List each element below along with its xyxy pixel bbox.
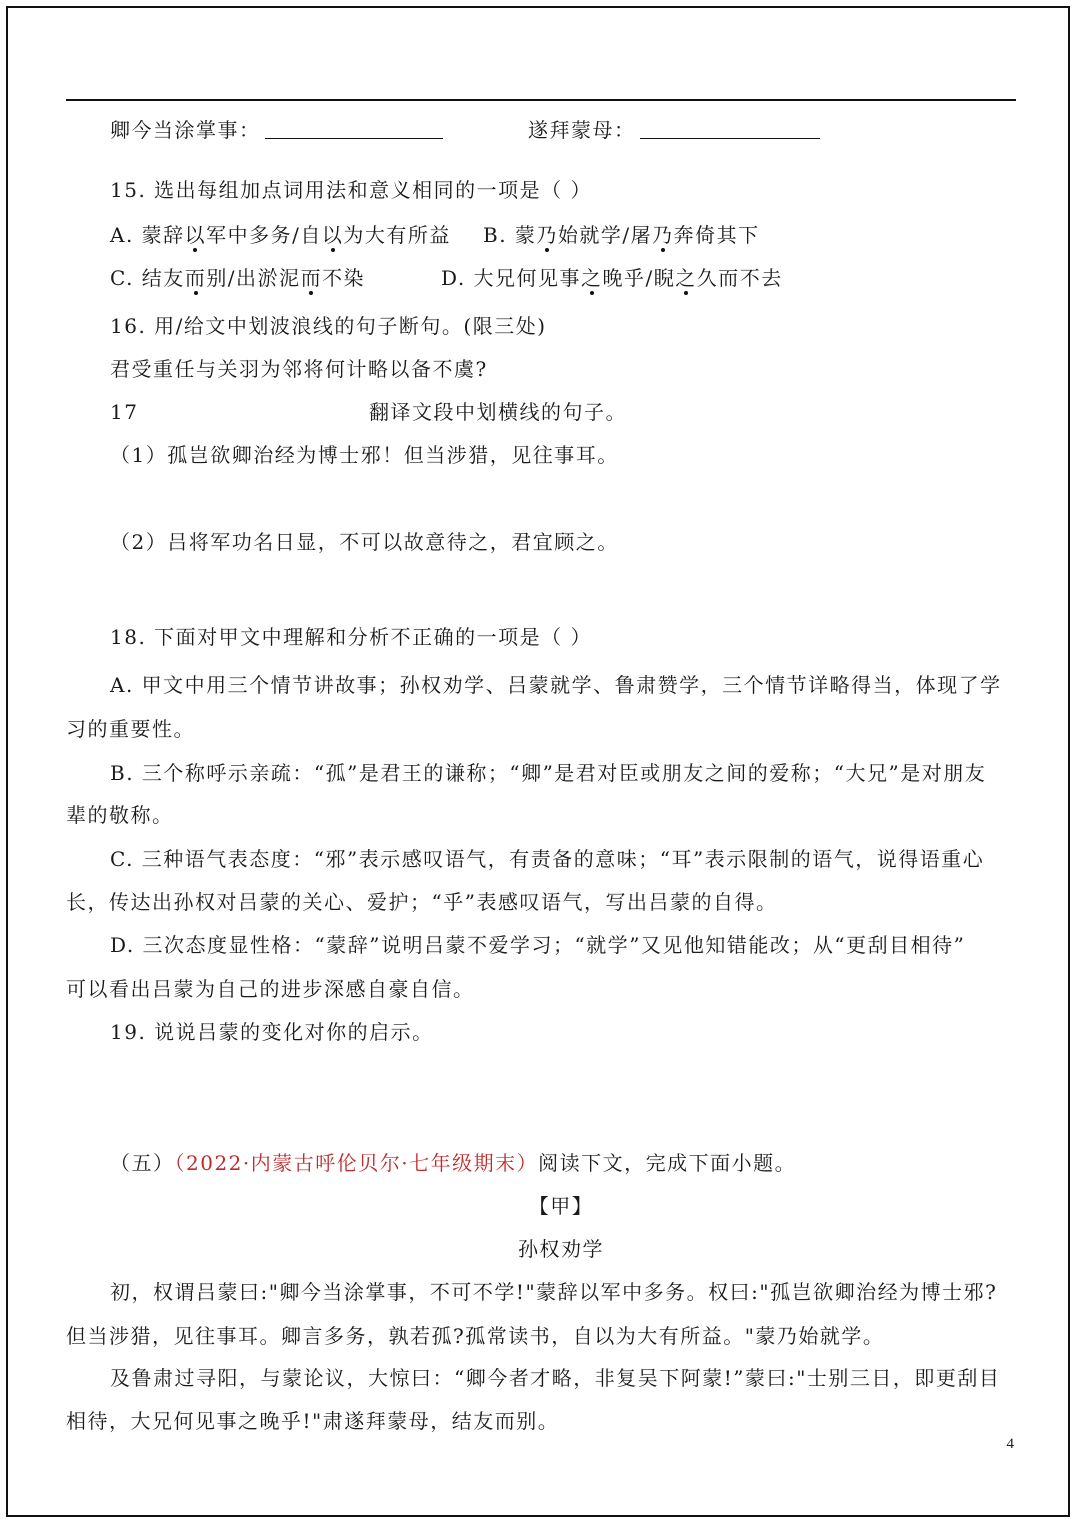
q15-option-c: C. 结友而别/出淤泥而不染 bbox=[110, 266, 366, 290]
section5-heading bbox=[110, 1149, 796, 1177]
passage-p1-line1: 初，权谓吕蒙曰:"卿今当涂掌事，不可不学!"蒙辞以军中多务。权曰:"孤岂欲卿治经为博士邪? bbox=[110, 1280, 998, 1304]
q16-sentence: 君受重任与关羽为邻将何计略以备不虞? bbox=[110, 357, 488, 381]
fill-line-right bbox=[528, 116, 820, 144]
section5-instruction: 阅读下文，完成下面小题。 bbox=[538, 1151, 797, 1175]
q15-option-b: B. 蒙乃始就学/屠乃奔倚其下 bbox=[483, 223, 760, 247]
q18-option-a-line1: A. 甲文中用三个情节讲故事；孙权劝学、吕蒙就学、鲁肃赞学，三个情节详略得当，体现了学 bbox=[110, 673, 1002, 697]
fill-label-left: 卿今当涂掌事： bbox=[110, 118, 261, 142]
q17-item-1: （1）孤岂欲卿治经为博士邪！但当涉猎，见往事耳。 bbox=[110, 443, 619, 467]
q19-stem: 19. 说说吕蒙的变化对你的启示。 bbox=[110, 1020, 434, 1044]
passage-p1-line2: 但当涉猎，见往事耳。卿言多务，孰若孤?孤常读书，自以为大有所益。"蒙乃始就学。 bbox=[66, 1324, 885, 1348]
answer-blank-right[interactable] bbox=[640, 120, 820, 139]
section5-part-label: 【甲】 bbox=[528, 1194, 594, 1218]
q18-option-b-line1: B. 三个称呼示亲疏：“孤”是君王的谦称；“卿”是君对臣或朋友之间的爱称；“大兄”是对朋友 bbox=[110, 761, 987, 785]
q18-option-d-line1: D. 三次态度显性格：“蒙辞”说明吕蒙不爱学习；“就学”又见他知错能改；从“更刮目相待” bbox=[110, 933, 966, 957]
section5-prefix: （五） bbox=[110, 1151, 175, 1175]
q18-option-c-line2: 长，传达出孙权对吕蒙的关心、爱护；“乎”表感叹语气，写出吕蒙的自得。 bbox=[66, 890, 778, 914]
passage-p2-line2: 相待，大兄何见事之晚乎!"肃遂拜蒙母，结友而别。 bbox=[66, 1409, 560, 1433]
fill-label-right: 遂拜蒙母： bbox=[528, 118, 636, 142]
q18-option-c-line1: C. 三种语气表态度：“邪”表示感叹语气，有责备的意味；“耳”表示限制的语气，说得语重心 bbox=[110, 847, 985, 871]
header-rule bbox=[66, 99, 1016, 101]
q15-option-a: A. 蒙辞以军中多务/自以为大有所益 bbox=[110, 223, 451, 247]
q18-option-a-line2: 习的重要性。 bbox=[66, 717, 195, 741]
q18-option-d-line2: 可以看出吕蒙为自己的进步深感自豪自信。 bbox=[66, 977, 475, 1001]
q15-option-d: D. 大兄何见事之晚乎/睨之久而不去 bbox=[441, 266, 783, 290]
q17-stem: 翻译文段中划横线的句子。 bbox=[369, 400, 627, 424]
passage-title: 孙权劝学 bbox=[518, 1237, 604, 1261]
q18-stem: 18. 下面对甲文中理解和分析不正确的一项是（ ） bbox=[110, 625, 593, 649]
q17-number: 17 bbox=[110, 400, 139, 424]
q16-stem: 16. 用/给文中划波浪线的句子断句。(限三处) bbox=[110, 314, 547, 338]
fill-line-left bbox=[110, 116, 443, 144]
page-number: 4 bbox=[1006, 1436, 1014, 1452]
passage-p2-line1: 及鲁肃过寻阳，与蒙论议，大惊曰：“卿今者才略，非复吴下阿蒙!”蒙曰:"士别三日，即更刮目 bbox=[110, 1366, 1001, 1390]
q15-stem: 15. 选出每组加点词用法和意义相同的一项是（ ） bbox=[110, 178, 593, 202]
section5-source: （2022·内蒙古呼伦贝尔·七年级期末） bbox=[174, 1151, 539, 1175]
answer-blank-left[interactable] bbox=[265, 120, 443, 139]
q18-option-b-line2: 辈的敬称。 bbox=[66, 803, 174, 827]
q17-item-2: （2）吕将军功名日显，不可以故意待之，君宜顾之。 bbox=[110, 530, 619, 554]
